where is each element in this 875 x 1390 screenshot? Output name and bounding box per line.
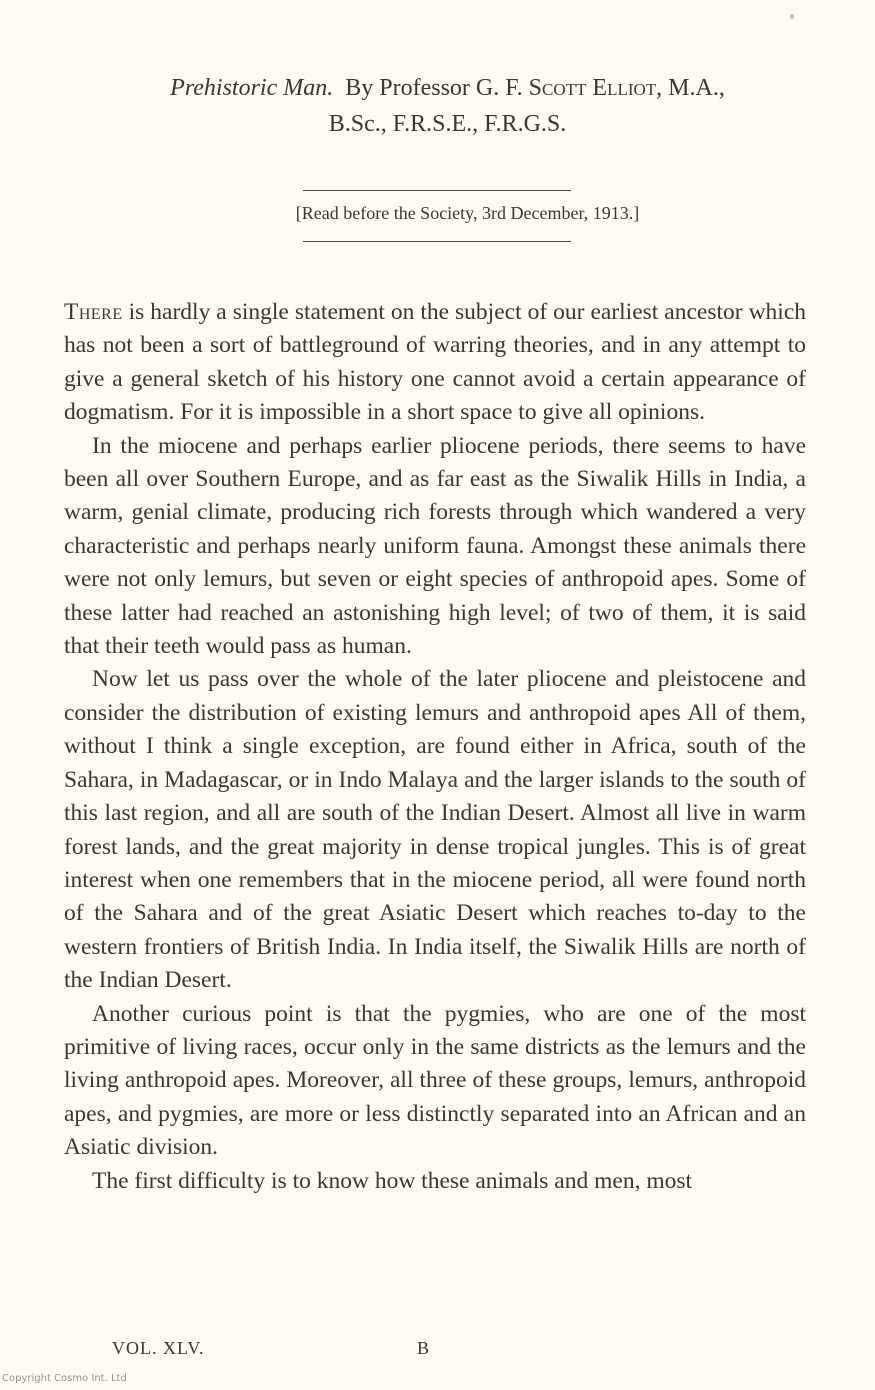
top-rule	[303, 190, 571, 191]
paragraph-2: In the miocene and perhaps earlier pliocene periods, there seems to have been all over Southern Europe, and as far east as the Siwalik Hills in India, a warm, genial climate, producing rich forests through which wandered a very characteristic and perhaps nearly uniform fauna. Amongst these animals there were not only lemurs, but seven or eight species of anthropoid apes. Some of these latter had reached an astonishing high level; of two of them, it is said that their teeth would pass as human.	[64, 432, 806, 660]
author-prefix: By Professor G. F.	[345, 75, 523, 101]
article-body	[64, 296, 806, 1198]
page-footer	[0, 1338, 875, 1378]
volume-label: VOL. XLV.	[112, 1338, 205, 1358]
author-degrees: B.Sc., F.R.S.E., F.R.G.S.	[328, 111, 567, 137]
paper-speck	[790, 14, 794, 19]
paragraph-3: Now let us pass over the whole of the later pliocene and pleistocene and consider the distribution of existing lemurs and anthropoid apes All of them, without I think a single exception, are found either in Africa, south of the Sahara, in Madagascar, or in Indo Malaya and the larger islands to the south of this last region, and all are south of the Indian Desert. Almost all live in warm forest lands, and the great majority in dense tropical jungles. This is of great interest when one remembers that in the miocene period, all were found north of the Sahara and of the great Asiatic Desert which reaches to-day to the western frontiers of British India. In India itself, the Siwalik Hills are north of the Indian Desert.	[64, 666, 806, 994]
paragraph-4: Another curious point is that the pygmies, who are one of the most primitive of living races, occur only in the same districts as the lemurs and the living anthropoid apes. Moreover, all three of these groups, lemurs, anthropoid apes, and pygmies, are more or less distinctly separated into an African and an Asiatic division.	[64, 1000, 806, 1161]
paragraph-5: The first difficulty is to know how these animals and men, most	[92, 1167, 693, 1194]
author-degree-1: M.A.,	[668, 75, 725, 101]
copyright-watermark: Copyright Cosmo Int. Ltd	[2, 1373, 127, 1384]
article-title-block	[0, 70, 875, 142]
read-note: [Read before the Society, 3rd December, 1913.]	[295, 203, 640, 223]
bottom-rule	[303, 241, 571, 242]
paragraph-1-text: is hardly a single statement on the subject of our earliest ancestor which has not been a sort of battleground of warring theories, and in any attempt to give a general sketch of his history one cannot avoid a certain appearance of dogmatism. For it is impossible in a short space to give all opinions.	[64, 299, 806, 426]
author-name: Scott Elliot,	[528, 75, 663, 101]
title-line-1	[0, 70, 875, 106]
article-title: Prehistoric Man.	[170, 75, 334, 101]
signature-mark: B	[417, 1338, 430, 1358]
paragraph-1	[64, 296, 806, 430]
lead-word: There	[64, 299, 123, 325]
